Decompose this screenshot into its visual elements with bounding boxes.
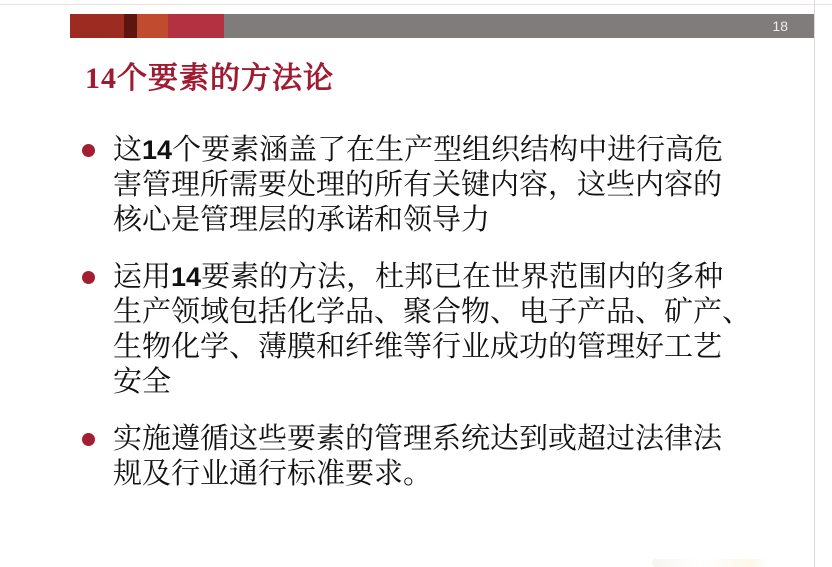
accent-block-crimson bbox=[168, 14, 224, 38]
accent-block-maroon bbox=[124, 14, 137, 38]
bullet-line bbox=[113, 260, 772, 295]
header-accent-bar bbox=[70, 14, 814, 38]
bullet-line: 核心是管理层的承诺和领导力 bbox=[113, 204, 491, 236]
bullet-dot-icon bbox=[82, 144, 95, 157]
bullet-line: 生物化学、薄膜和纤维等行业成功的管理好工艺 bbox=[113, 331, 723, 363]
bullet-dot-icon bbox=[82, 271, 95, 284]
slide-title: 14个要素的方法论 bbox=[85, 62, 334, 95]
bullet-item bbox=[82, 133, 772, 238]
bullet-item bbox=[82, 422, 772, 492]
bullet-list bbox=[82, 133, 772, 492]
bullet-line: 安全 bbox=[113, 366, 172, 398]
bullet-text: 个要素涵盖了在生产型组织结构中进行高危 bbox=[172, 134, 724, 166]
bullet-text: 要素的方法，杜邦已在世界范围内的多种 bbox=[201, 261, 724, 293]
bullet-text: 运用 bbox=[113, 261, 172, 293]
page-number: 18 bbox=[772, 18, 788, 34]
bullet-line: 规及行业通行标准要求。 bbox=[113, 458, 433, 490]
slide-right-border bbox=[814, 0, 815, 567]
bullet-line: 害管理所需要处理的所有关键内容，这些内容的 bbox=[113, 169, 723, 201]
bullet-dot-icon bbox=[82, 433, 95, 446]
bullet-line: 生产领域包括化学品、聚合物、电子产品、矿产、 bbox=[113, 296, 752, 328]
bullet-line: 实施遵循这些要素的管理系统达到或超过法律法 bbox=[113, 423, 723, 455]
bullet-text: 这 bbox=[113, 134, 143, 166]
bullet-number: 14 bbox=[171, 262, 202, 292]
faint-watermark-artifact bbox=[652, 559, 770, 567]
bullet-item bbox=[82, 260, 772, 400]
bullet-line bbox=[113, 133, 772, 168]
header-gray-bar bbox=[224, 14, 814, 38]
accent-block-orange bbox=[137, 14, 168, 38]
bullet-number: 14 bbox=[142, 135, 173, 165]
accent-block-dark-red bbox=[70, 14, 124, 38]
slide-top-border bbox=[0, 4, 832, 5]
